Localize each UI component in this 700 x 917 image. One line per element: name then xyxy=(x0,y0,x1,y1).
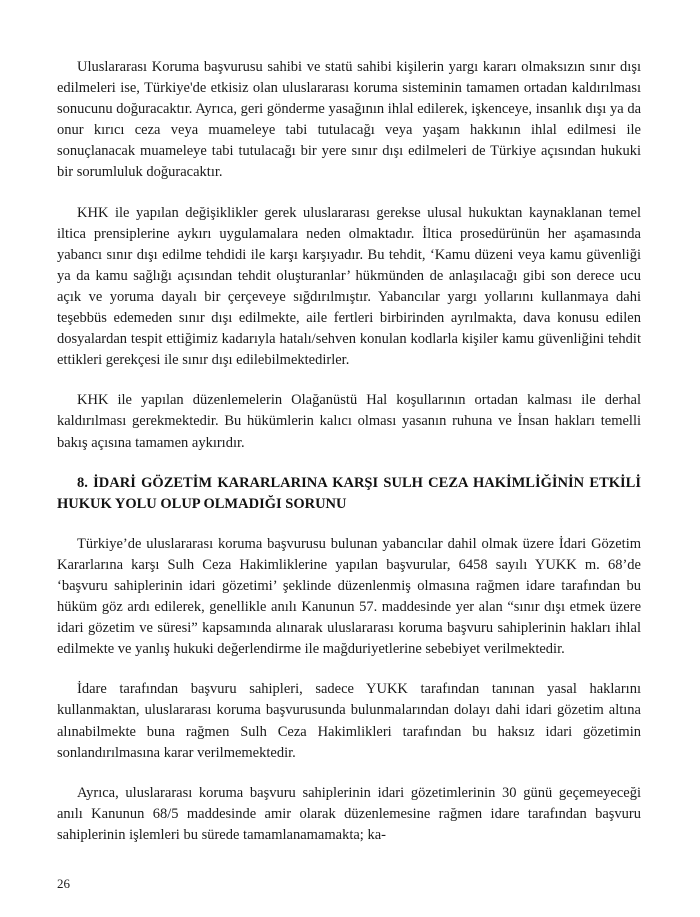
paragraph-1: Uluslararası Koruma başvurusu sahibi ve statü sahibi kişilerin yargı kararı olmaksızın sınır dışı edilmeleri ise, Türkiye'de etkisiz olan uluslararası koruma sisteminin tamamen ortadan kaldırılması sonucunu doğuracaktır. Ayrıca, geri gönderme yasağının ihlal edilerek, işkenceye, insanlık dışı ya da onur kırıcı ceza veya muameleye tabi tutulacağı veya yaşam hakkının ihlal edilmesi ile sonuçlanacak muameleye tabi tutulacağı bir yere sınır dışı edilmeleri de Türkiye açısından hukuki bir sorumluluk doğuracaktır. xyxy=(57,59,641,181)
page-number: 26 xyxy=(57,876,70,891)
body-text xyxy=(57,57,641,865)
section-heading: 8. İDARİ GÖZETİM KARARLARINA KARŞI SULH CEZA HAKİMLİĞİNİN ETKİLİ HUKUK YOLU OLUP OLMADIĞI SORUNU xyxy=(57,474,641,512)
paragraph-3: KHK ile yapılan düzenlemelerin Olağanüstü Hal koşullarının ortadan kalması ile derhal kaldırılması gerekmektedir. Bu hükümlerin kalıcı olması yasanın ruhuna ve İnsan hakları temelli bakış açısına tamamen aykırıdır. xyxy=(57,392,641,451)
paragraph-5: İdare tarafından başvuru sahipleri, sadece YUKK tarafından tanınan yasal haklarını kullanmaktan, uluslararası koruma başvurusunda bulunmalarından dolayı dahi idari gözetim altına alınabilmekte buna rağmen Sulh Ceza Hakimlikleri tarafından bu haksız idari gözetimin sonlandırılmasına karar verilmemektedir. xyxy=(57,681,641,761)
paragraph-2: KHK ile yapılan değişiklikler gerek uluslararası gerekse ulusal hukuktan kaynaklanan temel iltica prensiplerine aykırı uygulamalara neden olmaktadır. İltica prosedürünün her aşamasında yabancı sınır dışı edilme tehdidi ile karşı karşıyadır. Bu tehdit, ‘Kamu düzeni veya kamu güvenliği ya da kamu sağlığı açısından tehdit oluşturanlar’ hükmünden de anlaşılacağı gibi son derece ucu açık ve yoruma dayalı bir çerçeveye sığdırılmıştır. Yabancılar yargı yollarını kullanmaya dahi teşebbüs edemeden sınır dışı edilmekte, aile fertleri birbirinden ayrılmakta, dava konusu edilen dosyalardan tespit ettiğimiz kadarıyla hatalı/sehven konulan kodlarla kişiler kamu güvenliğini tehdit ettikleri gerekçesi ile sınır dışı edilebilmektedirler. xyxy=(57,204,641,369)
paragraph-4: Türkiye’de uluslararası koruma başvurusu bulunan yabancılar dahil olmak üzere İdari Gözetim Kararlarına karşı Sulh Ceza Hakimliklerine yapılan başvurular, 6458 sayılı YUKK m. 68’de ‘başvuru sahiplerinin idari gözetimi’ şeklinde düzenlenmiş olmasına rağmen idare tarafından bu hüküm göz ardı edilerek, genellikle anılı Kanunun 57. maddesinde yer alan “sınır dışı etmek üzere idari gözetim ve süresi” kapsamında alınarak uluslararası koruma başvuru sahiplerinin hakları ihlal edilmekte ve yanlış hukuki değerlendirme ile mağduriyetlerine sebebiyet verilmektedir. xyxy=(57,535,641,658)
paragraph-6: Ayrıca, uluslararası koruma başvuru sahiplerinin idari gözetimlerinin 30 günü geçemeyeceği anılı Kanunun 68/5 maddesinde amir olarak düzenlemesine rağmen idare tarafından başvuru sahiplerinin işlemleri bu sürede tamamlanamamakta; ka- xyxy=(57,784,641,843)
